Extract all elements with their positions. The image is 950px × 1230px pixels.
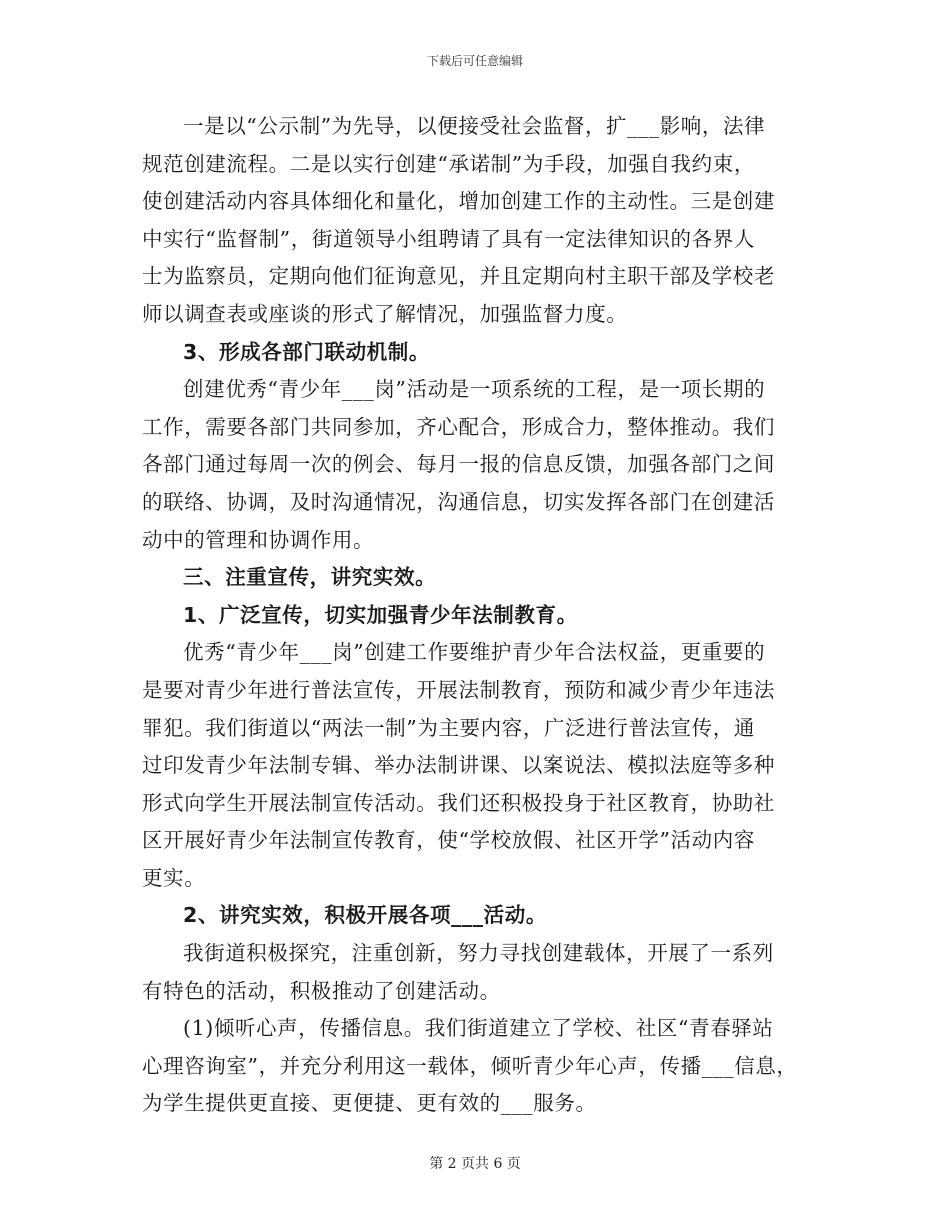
text-line: 使创建活动内容具体细化和量化，增加创建工作的主动性。三是创建 [142, 189, 775, 214]
section-heading [142, 559, 810, 597]
text-line: 2、讲究实效，积极开展各项___活动。 [183, 903, 547, 928]
text-line: 更实。 [142, 865, 206, 890]
page-header: 下载后可任意编辑 [426, 54, 523, 68]
section-heading [142, 597, 810, 635]
body-paragraph [142, 634, 810, 897]
text-line: 过印发青少年法制专辑、举办法制讲课、以案说法、模拟法庭等多种 [142, 753, 775, 778]
text-line: 动中的管理和协调作用。 [142, 527, 375, 552]
text-line: 有特色的活动，积极推动了创建活动。 [142, 978, 501, 1003]
page-footer: 第 2 页共 6 页 [429, 1156, 521, 1172]
text-line: 形式向学生开展法制宣传活动。我们还积极投身于社区教育，协助社 [142, 790, 775, 815]
body-paragraph [142, 371, 810, 559]
text-line: (1)倾听心声，传播信息。我们街道建立了学校、社区“青春驿站 [183, 1016, 774, 1041]
body-paragraph [142, 935, 810, 1010]
text-line: 3、形成各部门联动机制。 [183, 339, 430, 364]
text-line: 各部门通过每周一次的例会、每月一报的信息反馈，加强各部门之间 [142, 452, 775, 477]
text-line: 优秀“青少年___岗”创建工作要维护青少年合法权益，更重要的 [183, 640, 766, 665]
text-line: 中实行“监督制”，街道领导小组聘请了具有一定法律知识的各界人 [142, 226, 755, 251]
text-line: 1、广泛宣传，切实加强青少年法制教育。 [183, 602, 578, 627]
section-heading [142, 334, 810, 372]
text-line: 为学生提供更直接、更便捷、更有效的___服务。 [142, 1091, 597, 1116]
body-paragraph [142, 1010, 810, 1123]
document-body [142, 108, 810, 1123]
text-line: 区开展好青少年法制宣传教育，使“学校放假、社区开学”活动内容 [142, 828, 755, 853]
text-line: 我街道积极探究，注重创新，努力寻找创建载体，开展了一系列 [183, 941, 774, 966]
text-line: 心理咨询室”，并充分利用这一载体，倾听青少年心声，传播___信息， [142, 1053, 798, 1078]
text-line: 三、注重宣传，讲究实效。 [183, 565, 437, 590]
text-line: 师以调查表或座谈的形式了解情况，加强监督力度。 [142, 301, 628, 326]
text-line: 的联络、协调，及时沟通情况，沟通信息，切实发挥各部门在创建活 [142, 489, 775, 514]
text-line: 工作，需要各部门共同参加，齐心配合，形成合力，整体推动。我们 [142, 414, 775, 439]
text-line: 是要对青少年进行普法宣传，开展法制教育，预防和减少青少年违法 [142, 677, 775, 702]
text-line: 一是以“公示制”为先导，以便接受社会监督，扩___影响，法律 [183, 114, 766, 138]
body-paragraph [142, 108, 810, 334]
section-heading [142, 897, 810, 935]
text-line: 创建优秀“青少年___岗”活动是一项系统的工程，是一项长期的 [183, 377, 766, 402]
text-line: 士为监察员，定期向他们征询意见，并且定期向村主职干部及学校老 [142, 264, 775, 289]
text-line: 罪犯。我们街道以“两法一制”为主要内容，广泛进行普法宣传，通 [142, 715, 755, 740]
text-line: 规范创建流程。二是以实行创建“承诺制”为手段，加强自我约束， [142, 151, 755, 176]
